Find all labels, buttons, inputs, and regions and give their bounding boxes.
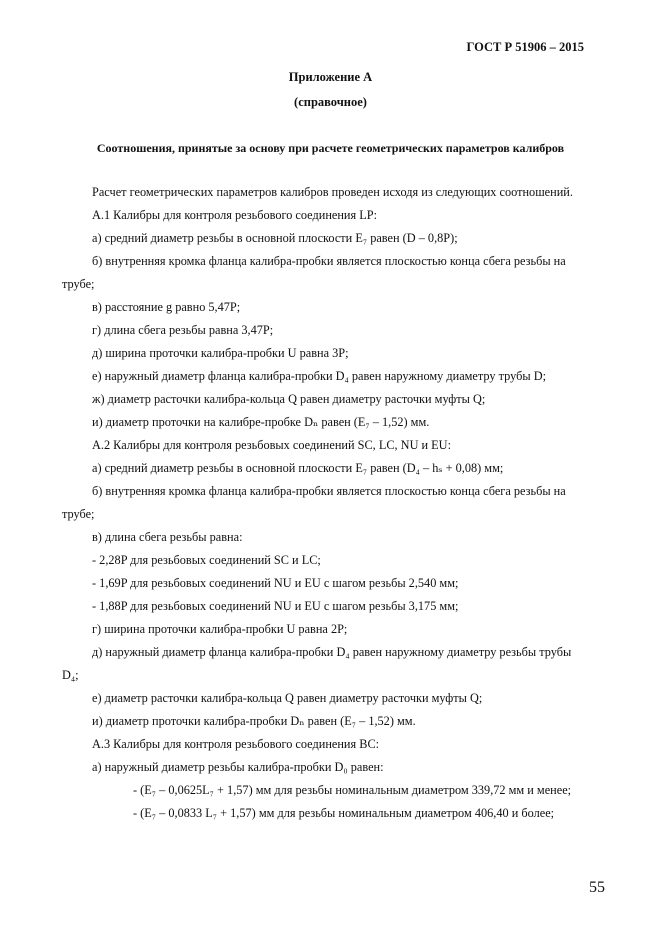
body-line: - (E₇ – 0,0833 L₇ + 1,57) мм для резьбы номинальным диаметром 406,40 и более; [133,806,555,820]
appendix-title: Приложение А [288,70,373,84]
page-number: 55 [589,879,605,896]
body-line: а) средний диаметр резьбы в основной плоскости E₇ равен (D – 0,8P); [92,231,458,245]
body-line: д) ширина проточки калибра-пробки U равна 3P; [92,346,349,360]
body-line: Расчет геометрических параметров калибров проведен исходя из следующих соотношений. [92,185,573,199]
body-line: ж) диаметр расточки калибра-кольца Q равен диаметру расточки муфты Q; [92,392,486,406]
body-line: и) диаметр проточки на калибре-пробке Dₙ равен (E₇ – 1,52) мм. [92,415,430,429]
body-line: г) ширина проточки калибра-пробки U равна 2P; [92,622,348,636]
body-line: трубе; [62,277,95,291]
appendix-heading: Соотношения, принятые за основу при расчете геометрических параметров калибров [96,141,565,155]
body-line: в) расстояние g равно 5,47P; [92,300,241,314]
body-line: б) внутренняя кромка фланца калибра-пробки является плоскостью конца сбега резьбы на [92,484,566,498]
body-line: и) диаметр проточки калибра-пробки Dₙ равен (E₇ – 1,52) мм. [92,714,416,728]
body-line: - (E₇ – 0,0625L₇ + 1,57) мм для резьбы номинальным диаметром 339,72 мм и менее; [133,783,572,797]
body-line: в) длина сбега резьбы равна: [92,530,243,544]
body-line: г) длина сбега резьбы равна 3,47P; [92,323,274,337]
body-line: А.2 Калибры для контроля резьбовых соединений SC, LC, NU и EU: [92,438,451,452]
body-line: трубе; [62,507,95,521]
body-line: - 1,88P для резьбовых соединений NU и EU с шагом резьбы 3,175 мм; [92,599,459,613]
body-line: - 1,69P для резьбовых соединений NU и EU с шагом резьбы 2,540 мм; [92,576,459,590]
appendix-subtitle: (справочное) [294,95,367,109]
body-line: д) наружный диаметр фланца калибра-пробки D₄ равен наружному диаметру резьбы трубы [92,645,572,659]
document-header: ГОСТ Р 51906 – 2015 [466,40,584,54]
body-line: А.3 Калибры для контроля резьбового соединения ВС: [92,737,380,751]
body-line: А.1 Калибры для контроля резьбового соединения LP: [92,208,378,222]
body-line: б) внутренняя кромка фланца калибра-пробки является плоскостью конца сбега резьбы на [92,254,566,268]
body-line: D₄; [62,668,79,682]
body-line: а) средний диаметр резьбы в основной плоскости E₇ равен (D₄ – hₛ + 0,08) мм; [92,461,504,475]
body-line: - 2,28P для резьбовых соединений SC и LC; [92,553,321,567]
body-line: а) наружный диаметр резьбы калибра-пробки D₀ равен: [92,760,384,774]
body-line: е) диаметр расточки калибра-кольца Q равен диаметру расточки муфты Q; [92,691,483,705]
body-line: е) наружный диаметр фланца калибра-пробки D₄ равен наружному диаметру трубы D; [92,369,547,383]
